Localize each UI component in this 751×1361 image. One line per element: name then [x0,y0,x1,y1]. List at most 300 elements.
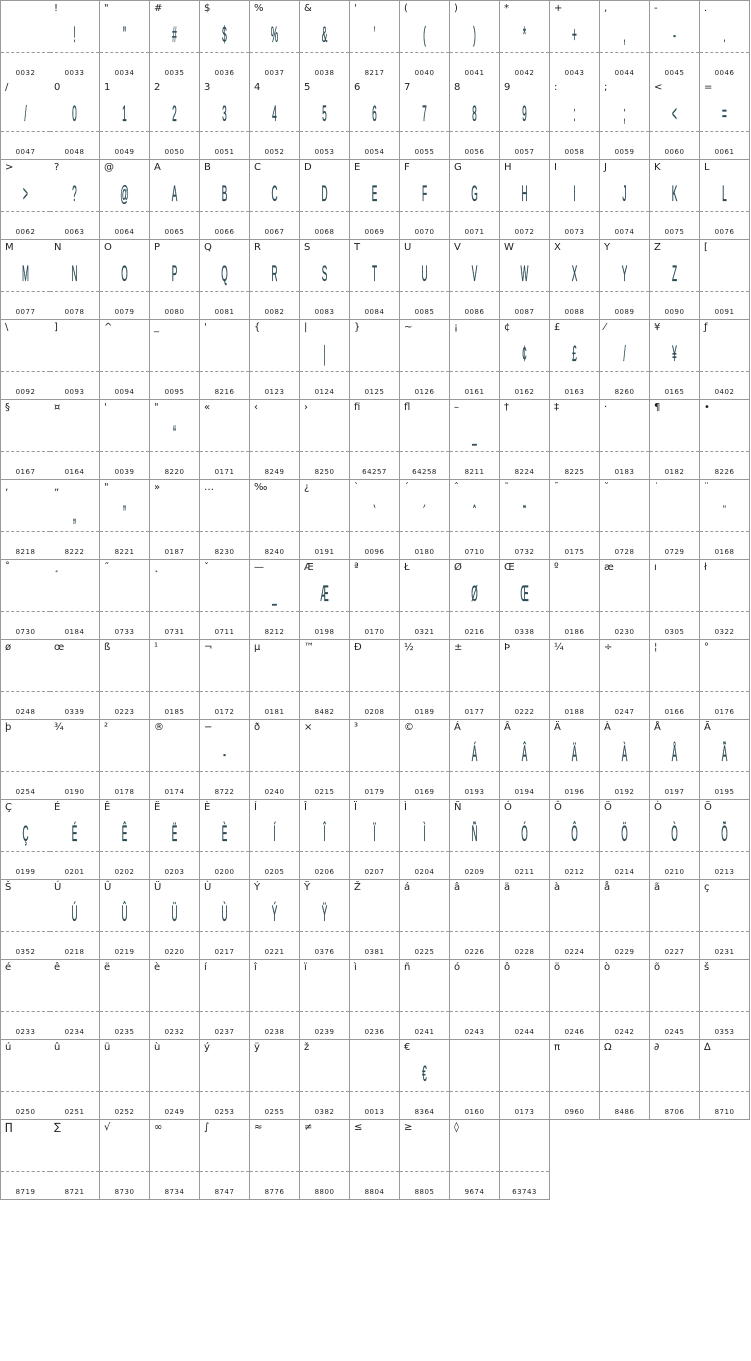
character-code: 8249 [264,468,285,476]
glyph-preview [115,1136,134,1172]
glyph-cell [300,1120,350,1200]
character-label: ä [504,882,511,893]
glyph-preview [465,896,484,932]
glyph-preview: % [270,22,279,47]
glyph-cell [350,320,400,400]
glyph-preview: ) [473,22,476,47]
glyph-preview: Ò [671,821,678,846]
glyph-preview: S [321,261,328,286]
glyph-cell [500,960,550,1040]
glyph-preview: E [371,181,378,206]
character-label: O [104,242,112,253]
glyph-cell [600,240,650,320]
glyph-cell [550,640,600,720]
character-code: 0730 [15,628,36,636]
glyph-preview [565,976,584,1012]
character-label: ² [104,722,109,733]
glyph-cell [100,80,150,160]
glyph-preview: $ [222,22,227,47]
character-label: @ [104,162,114,173]
glyph-cell [650,800,700,880]
glyph-preview: Í [273,821,276,846]
character-label: Ë [154,802,161,813]
glyph-preview [16,17,35,53]
character-code: 8776 [264,1188,285,1196]
character-label: ‡ [554,402,559,413]
character-label: + [554,3,563,14]
glyph-cell [500,640,550,720]
glyph-preview [715,896,734,932]
character-code: 0381 [364,948,385,956]
character-label: ý [204,1042,210,1053]
character-code: 0165 [664,388,685,396]
character-code: 0733 [114,628,135,636]
character-label: Ù [204,882,212,893]
character-label: é [5,962,12,973]
glyph-preview [515,976,534,1012]
character-code: 0079 [114,308,135,316]
glyph-preview [65,336,84,372]
character-label: $ [204,3,211,14]
glyph-cell [650,480,700,560]
character-label: K [654,162,661,173]
character-label: ` [354,482,359,493]
glyph-cell [350,0,400,81]
character-code: 0245 [664,1028,685,1036]
glyph-cell [300,320,350,400]
character-code: 8747 [214,1188,235,1196]
glyph-preview: 9 [522,101,527,126]
glyph-cell [200,480,250,560]
glyph-preview [265,1056,284,1092]
character-label: Î [304,802,307,813]
character-label: π [554,1042,561,1053]
glyph-cell [0,800,51,880]
glyph-preview: # [172,22,177,47]
character-label: ≤ [354,1122,363,1133]
character-label: 0 [54,82,61,93]
glyph-preview [615,576,634,612]
glyph-preview [415,416,434,452]
glyph-cell [500,880,550,960]
character-code: 8217 [364,69,385,77]
character-code: 0094 [114,388,135,396]
character-code: 0034 [114,69,135,77]
character-code: 0216 [464,628,485,636]
character-code: 0189 [414,708,435,716]
glyph-cell [200,80,250,160]
glyph-preview [365,416,384,452]
glyph-preview: J [622,181,627,206]
glyph-preview: T [371,261,378,286]
character-label: Ú [54,882,62,893]
character-label: É [54,802,61,813]
character-code: 0732 [514,548,535,556]
glyph-preview: 8 [472,101,477,126]
character-label: ® [154,722,164,733]
character-code: 0061 [714,148,735,156]
character-code: 0081 [214,308,235,316]
character-code: 0228 [514,948,535,956]
character-code: 0185 [164,708,185,716]
glyph-preview [665,896,684,932]
character-label: ˘ [604,482,609,493]
glyph-cell [700,720,750,800]
glyph-cell [50,400,100,480]
character-code: 0052 [264,148,285,156]
glyph-preview [265,1136,284,1172]
glyph-preview [365,576,384,612]
glyph-cell [150,320,200,400]
character-code: 0088 [564,308,585,316]
glyph-preview [665,656,684,692]
glyph-cell [50,640,100,720]
character-code: 0046 [714,69,735,77]
character-code: 0013 [364,1108,385,1116]
character-code: 0070 [414,228,435,236]
character-label: − [204,722,213,733]
glyph-cell [0,0,51,81]
glyph-cell [50,480,100,560]
character-label: " [104,3,109,14]
character-label: – [454,402,459,413]
character-label: E [354,162,361,173]
glyph-preview [565,576,584,612]
glyph-cell [550,400,600,480]
glyph-cell [500,1040,550,1120]
character-code: 0043 [564,69,585,77]
character-label: È [204,802,211,813]
character-label: V [454,242,461,253]
glyph-cell [550,960,600,1040]
character-label: ° [704,642,709,653]
character-label: Æ [304,562,314,573]
character-code: 0093 [64,388,85,396]
character-label: _ [154,322,159,333]
character-code: 0195 [714,788,735,796]
glyph-preview: Ä [571,741,578,766]
character-code: 0731 [164,628,185,636]
character-label: D [304,162,312,173]
glyph-cell [250,160,300,240]
glyph-cell [400,0,450,81]
glyph-cell [200,960,250,1040]
character-label: à [554,882,561,893]
glyph-cell [50,80,100,160]
character-code: 0039 [114,468,135,476]
glyph-cell [350,160,400,240]
character-label: º [554,562,559,573]
character-code: 0339 [64,708,85,716]
glyph-preview [665,576,684,612]
character-code: 0040 [414,69,435,77]
character-label: Í [254,802,257,813]
character-label: ˚ [5,562,10,573]
glyph-preview: Ç [22,821,29,846]
character-label: ¾ [54,722,64,733]
glyph-preview [265,656,284,692]
glyph-preview: Ë [171,821,178,846]
character-label: ò [604,962,611,973]
glyph-cell [100,720,150,800]
glyph-cell [200,1120,250,1200]
character-label: › [304,402,308,413]
glyph-cell [700,400,750,480]
character-code: 8800 [314,1188,335,1196]
character-code: 0237 [214,1028,235,1036]
character-label: Û [104,882,112,893]
character-label: Ô [554,802,562,813]
glyph-preview [415,976,434,1012]
glyph-preview [715,1056,734,1092]
character-code: 0124 [314,388,335,396]
character-code: 8212 [264,628,285,636]
character-code: 0045 [664,69,685,77]
character-label: [ [704,242,708,253]
character-code: 0248 [15,708,36,716]
character-code: 0176 [714,708,735,716]
character-code: 0171 [214,468,235,476]
character-label: ¤ [54,402,61,413]
character-label: A [154,162,161,173]
glyph-preview: Ÿ [321,901,328,926]
character-code: 0219 [114,948,135,956]
character-code: 8220 [164,468,185,476]
glyph-preview [415,896,434,932]
glyph-cell [700,320,750,400]
character-code: 0074 [614,228,635,236]
glyph-preview [16,496,35,532]
character-label: Ì [404,802,407,813]
character-code: 0060 [664,148,685,156]
glyph-cell [650,640,700,720]
glyph-cell [450,880,500,960]
glyph-cell [250,960,300,1040]
character-code: 8804 [364,1188,385,1196]
glyph-cell [700,240,750,320]
glyph-preview: Ú [71,901,78,926]
glyph-cell [250,320,300,400]
glyph-cell [650,320,700,400]
glyph-preview: _ [472,421,477,446]
character-label: L [704,162,710,173]
glyph-cell [50,1040,100,1120]
glyph-cell [600,320,650,400]
glyph-cell [650,1040,700,1120]
glyph-cell [50,0,100,81]
character-label: ü [104,1042,111,1053]
glyph-preview: Z [671,261,678,286]
character-label: ∂ [654,1042,660,1053]
glyph-preview [315,1056,334,1092]
glyph-cell [150,720,200,800]
glyph-cell [600,160,650,240]
character-code: 0087 [514,308,535,316]
character-code: 8222 [64,548,85,556]
glyph-cell [700,1040,750,1120]
glyph-preview: Ø [471,581,478,606]
character-label: Ý [254,882,261,893]
glyph-preview [665,1056,684,1092]
character-code: 0233 [15,1028,36,1036]
glyph-cell [300,160,350,240]
glyph-cell [650,720,700,800]
character-label: ‹ [254,402,258,413]
character-label: = [704,82,713,93]
character-code: 0247 [614,708,635,716]
character-code: 0252 [114,1108,135,1116]
glyph-preview [215,576,234,612]
character-code: 0188 [564,708,585,716]
character-code: 0085 [414,308,435,316]
glyph-cell [50,160,100,240]
character-code: 0376 [314,948,335,956]
character-code: 0126 [414,388,435,396]
character-label: # [154,3,163,14]
glyph-preview: , [623,22,626,47]
character-label: ¢ [504,322,511,333]
character-code: 0064 [114,228,135,236]
character-label: Ò [654,802,662,813]
glyph-cell [350,1040,400,1120]
character-code: 0191 [314,548,335,556]
glyph-cell [0,960,51,1040]
glyph-preview [165,976,184,1012]
character-code: 8482 [314,708,335,716]
glyph-preview [315,496,334,532]
character-label: ; [604,82,608,93]
glyph-cell [600,960,650,1040]
glyph-preview: | [323,341,326,366]
glyph-cell [650,560,700,640]
character-label: ‚ [5,482,9,493]
glyph-preview: ? [72,181,77,206]
glyph-preview [415,1136,434,1172]
character-label: 1 [104,82,111,93]
character-code: 0090 [664,308,685,316]
character-code: 0238 [264,1028,285,1036]
character-label: ≠ [304,1122,313,1133]
glyph-preview: - [673,22,676,47]
character-label: 4 [254,82,261,93]
character-code: 0254 [15,788,36,796]
glyph-preview [65,576,84,612]
glyph-cell [550,320,600,400]
glyph-preview: Ì [423,821,426,846]
glyph-cell [500,240,550,320]
glyph-cell [0,240,51,320]
character-code: 0728 [614,548,635,556]
character-code: 8805 [414,1188,435,1196]
glyph-preview [115,416,134,452]
character-code: 0244 [514,1028,535,1036]
glyph-cell [450,1040,500,1120]
glyph-cell [150,160,200,240]
character-label: 6 [354,82,361,93]
character-label: ◊ [454,1122,459,1133]
glyph-cell [400,160,450,240]
character-code: 0223 [114,708,135,716]
glyph-preview: . [723,22,726,47]
character-code: 0166 [664,708,685,716]
character-code: 0036 [214,69,235,77]
character-label: 8 [454,82,461,93]
character-code: 0071 [464,228,485,236]
glyph-cell [0,160,51,240]
glyph-preview: Û [121,901,128,926]
character-code: 8364 [414,1108,435,1116]
character-label: š [704,962,710,973]
character-label: Z [654,242,661,253]
glyph-cell [450,0,500,81]
character-label: Å [654,722,661,733]
glyph-cell [350,640,400,720]
character-code: 0076 [714,228,735,236]
glyph-preview [65,736,84,772]
glyph-cell [500,560,550,640]
glyph-cell [500,80,550,160]
glyph-cell [200,0,250,81]
glyph-preview [16,896,35,932]
character-label: C [254,162,261,173]
glyph-cell [350,560,400,640]
glyph-preview: ´ [423,501,426,526]
glyph-preview: + [572,22,577,47]
character-code: 0050 [164,148,185,156]
glyph-cell [100,320,150,400]
character-code: 0322 [714,628,735,636]
character-code: 0065 [164,228,185,236]
glyph-preview: Á [471,741,478,766]
glyph-preview: 5 [322,101,327,126]
glyph-cell [300,480,350,560]
character-label: ⁄ [604,322,606,333]
character-label: ™ [304,642,314,653]
glyph-cell [700,880,750,960]
glyph-preview: / [623,341,626,366]
character-label: ¥ [654,322,661,333]
glyph-cell [350,960,400,1040]
glyph-cell [400,400,450,480]
glyph-cell [250,80,300,160]
character-code: 8486 [614,1108,635,1116]
character-label: Á [454,722,461,733]
glyph-cell [600,880,650,960]
character-code: 0205 [264,868,285,876]
glyph-preview [215,336,234,372]
glyph-preview: P [171,261,178,286]
glyph-cell [50,880,100,960]
glyph-preview: X [571,261,578,286]
character-code: 8218 [15,548,36,556]
glyph-preview: 6 [372,101,377,126]
glyph-cell [600,480,650,560]
glyph-preview [665,976,684,1012]
glyph-cell [600,1040,650,1120]
character-code: 0241 [414,1028,435,1036]
character-label: ∞ [154,1122,163,1133]
glyph-preview: ˜ [523,501,526,526]
glyph-preview: = [722,101,727,126]
character-code: 8721 [64,1188,85,1196]
character-label: ? [54,162,60,173]
character-code: 0227 [664,948,685,956]
glyph-cell [300,1040,350,1120]
glyph-cell [600,80,650,160]
character-code: 0044 [614,69,635,77]
character-label: . [704,3,708,14]
character-label: Ó [504,802,512,813]
